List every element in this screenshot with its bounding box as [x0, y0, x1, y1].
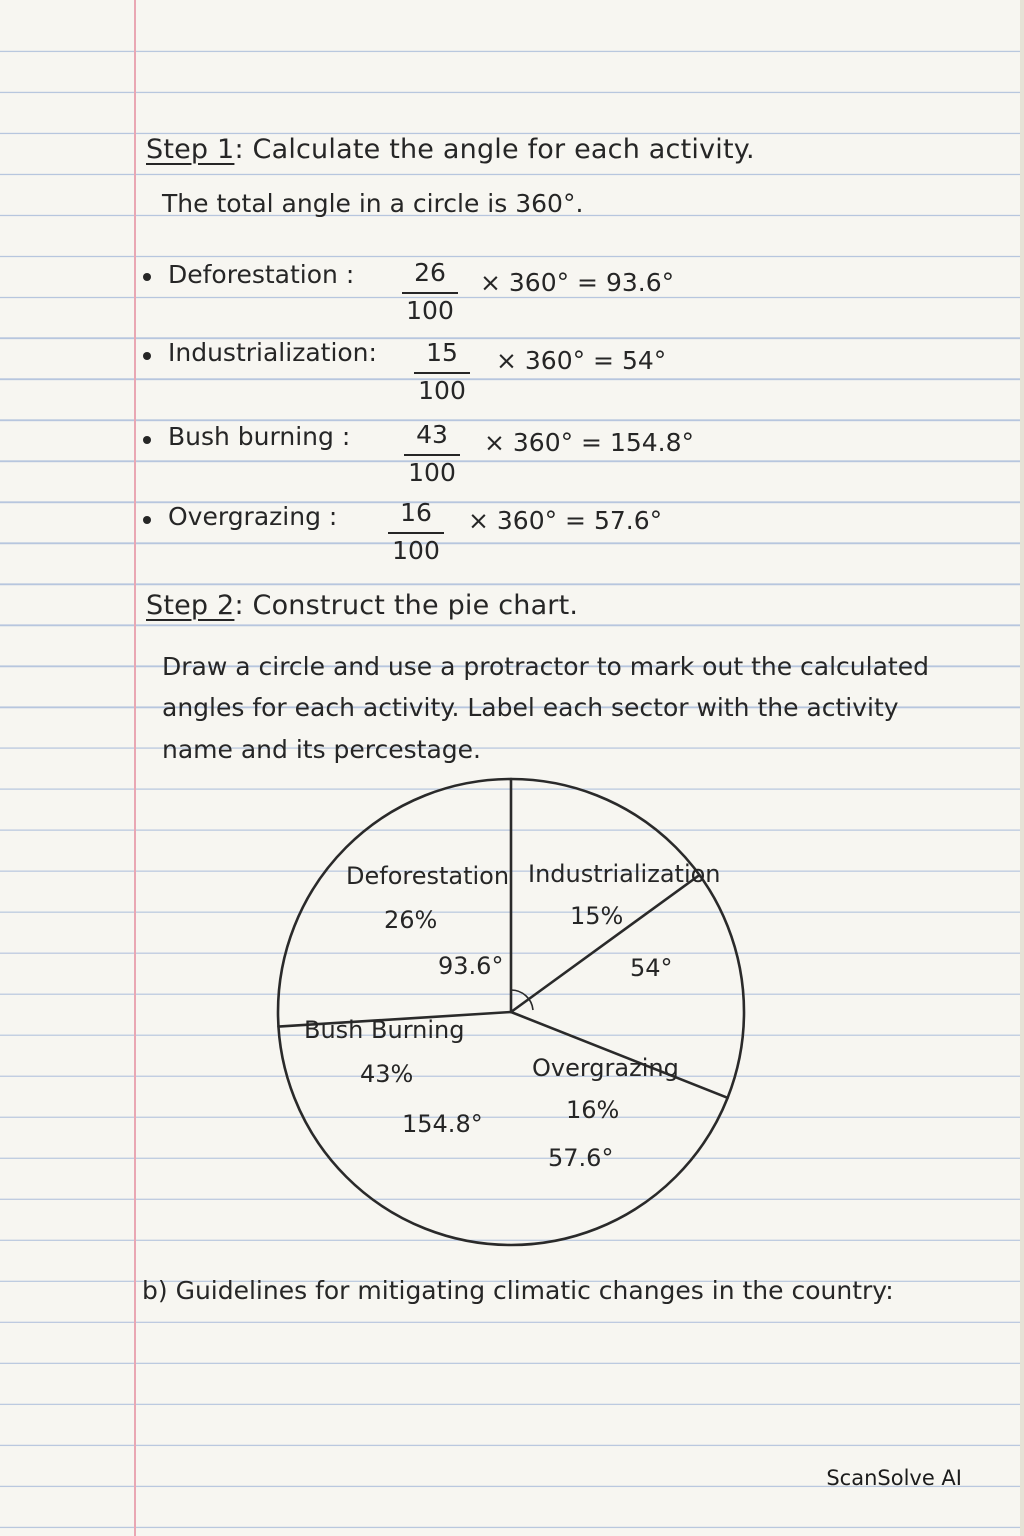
calc-result: × 360° = 54° — [496, 346, 667, 375]
pie-label-percent-bush-burning: 43% — [360, 1060, 414, 1088]
step1-heading-label: Step 1 — [146, 134, 235, 165]
calc-result: × 360° = 93.6° — [480, 268, 675, 297]
fraction-numerator: 16 — [400, 498, 432, 527]
fraction-denominator: 100 — [408, 458, 456, 487]
fraction-denominator: 100 — [418, 376, 466, 405]
pie-label-percent-overgrazing: 16% — [566, 1096, 620, 1124]
step2-heading-label: Step 2 — [146, 590, 235, 621]
calc-name: Deforestation : — [168, 260, 355, 289]
fraction-numerator: 43 — [416, 420, 448, 449]
step2-instruction-line: Draw a circle and use a protractor to mark out the calculated — [162, 652, 929, 681]
fraction-denominator: 100 — [392, 536, 440, 565]
step2-heading-text: : Construct the pie chart. — [234, 590, 579, 621]
fraction-numerator: 15 — [426, 338, 458, 367]
pie-sector-boundary — [511, 875, 700, 1012]
pie-label-percent-deforestation: 26% — [384, 906, 438, 934]
pie-label-name-deforestation: Deforestation — [346, 862, 510, 890]
step1-total-note: The total angle in a circle is 360°. — [162, 189, 584, 218]
watermark: ScanSolve AI — [826, 1466, 962, 1490]
pie-label-angle-industrialization: 54° — [630, 954, 673, 982]
angle-arc-mark — [511, 990, 533, 1010]
calc-name: Industrialization: — [168, 338, 377, 367]
calc-result: × 360° = 154.8° — [484, 428, 695, 457]
pie-label-name-bush-burning: Bush Burning — [304, 1016, 465, 1044]
step2-instruction-line: name and its percestage. — [162, 735, 481, 764]
fraction-numerator: 26 — [414, 258, 446, 287]
fraction-denominator: 100 — [406, 296, 454, 325]
pie-label-name-overgrazing: Overgrazing — [532, 1054, 679, 1082]
pie-label-percent-industrialization: 15% — [570, 902, 624, 930]
pie-label-angle-overgrazing: 57.6° — [548, 1144, 614, 1172]
calc-name: Overgrazing : — [168, 502, 338, 531]
calc-name: Bush burning : — [168, 422, 351, 451]
step2-instruction-line: angles for each activity. Label each sector with the activity — [162, 693, 899, 722]
calc-result: × 360° = 57.6° — [468, 506, 663, 535]
pie-label-angle-bush-burning: 154.8° — [402, 1110, 483, 1138]
part-b-heading: b) Guidelines for mitigating climatic changes in the country: — [142, 1276, 894, 1305]
pie-label-name-industrialization: Industrialization — [528, 860, 721, 888]
step1-heading-text: : Calculate the angle for each activity. — [234, 134, 755, 165]
pie-label-angle-deforestation: 93.6° — [438, 952, 504, 980]
